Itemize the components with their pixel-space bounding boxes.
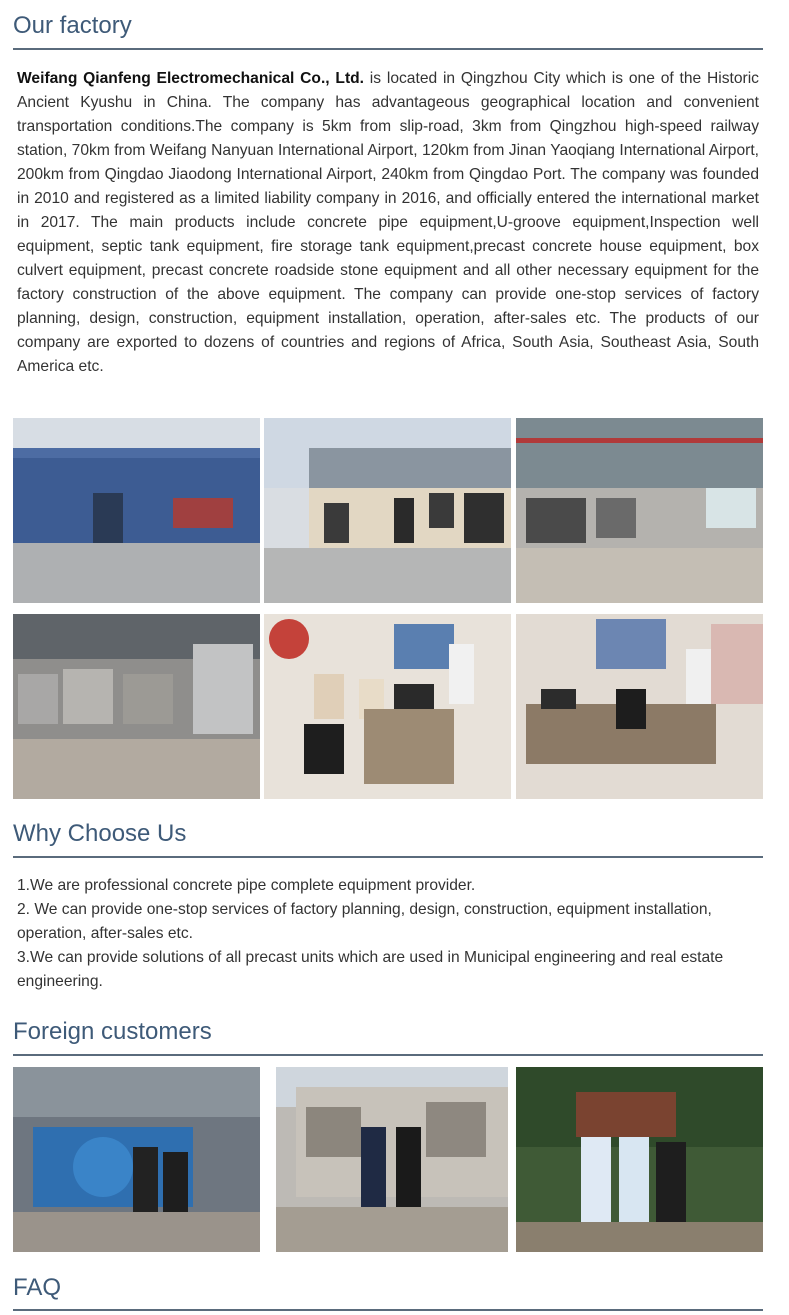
- list-item: 1.We are professional concrete pipe complete equipment provider.: [17, 877, 476, 894]
- list-item: 3.We can provide solutions of all precast units which are used in Municipal engineering and real estate engineering.: [17, 949, 724, 990]
- factory-exterior-photo: [13, 418, 260, 603]
- section-title-why-choose-us: Why Choose Us: [13, 820, 187, 847]
- list-item: 2. We can provide one-stop services of factory planning, design, construction, equipment installation, operation, after-sales etc.: [17, 901, 712, 942]
- customer-photo-garden-group: [516, 1067, 763, 1252]
- company-name: Weifang Qianfeng Electromechanical Co., Ltd.: [17, 70, 364, 87]
- section-divider: [13, 48, 763, 50]
- section-divider: [13, 856, 763, 858]
- office-staff-photo: [264, 614, 511, 799]
- steel-cages-photo: [13, 614, 260, 799]
- workshop-interior-photo: [516, 418, 763, 603]
- section-divider: [13, 1309, 763, 1311]
- section-title-foreign-customers: Foreign customers: [13, 1018, 212, 1045]
- section-title-our-factory: Our factory: [13, 12, 132, 39]
- office-workstations-photo: [516, 614, 763, 799]
- customer-photo-machinery: [13, 1067, 260, 1252]
- section-divider: [13, 1054, 763, 1056]
- office-building-photo: [264, 418, 511, 603]
- why-choose-us-list: [17, 874, 757, 994]
- factory-description-text: is located in Qingzhou City which is one of the Historic Ancient Kyushu in China. The company has advantageous geographical location and convenient transportation conditions.The company is 5km from slip-road, 3km from Qingzhou high-speed railway station, 70km from Weifang Nanyuan International Airport, 120km from Jinan Yaoqiang International Airport, 200km from Qingdao Jiaodong International Airport, 240km from Qingdao Port. The company was founded in 2010 and registered as a limited liability company in 2016, and officially entered the international market in 2017. The main products include concrete pipe equipment,U-groove equipment,Inspection well equipment, septic tank equipment, fire storage tank equipment,precast concrete house equipment, box culvert equipment, precast concrete roadside stone equipment and all other necessary equipment for the factory construction of the above equipment. The company can provide one-stop services of factory planning, design, construction, equipment installation, operation, after-sales etc. The products of our company are exported to dozens of countries and regions of Africa, South Asia, Southeast Asia, South America etc.: [17, 70, 759, 375]
- section-title-faq: FAQ: [13, 1274, 62, 1301]
- factory-description: [17, 67, 759, 379]
- customer-photo-precast-house: [276, 1067, 508, 1252]
